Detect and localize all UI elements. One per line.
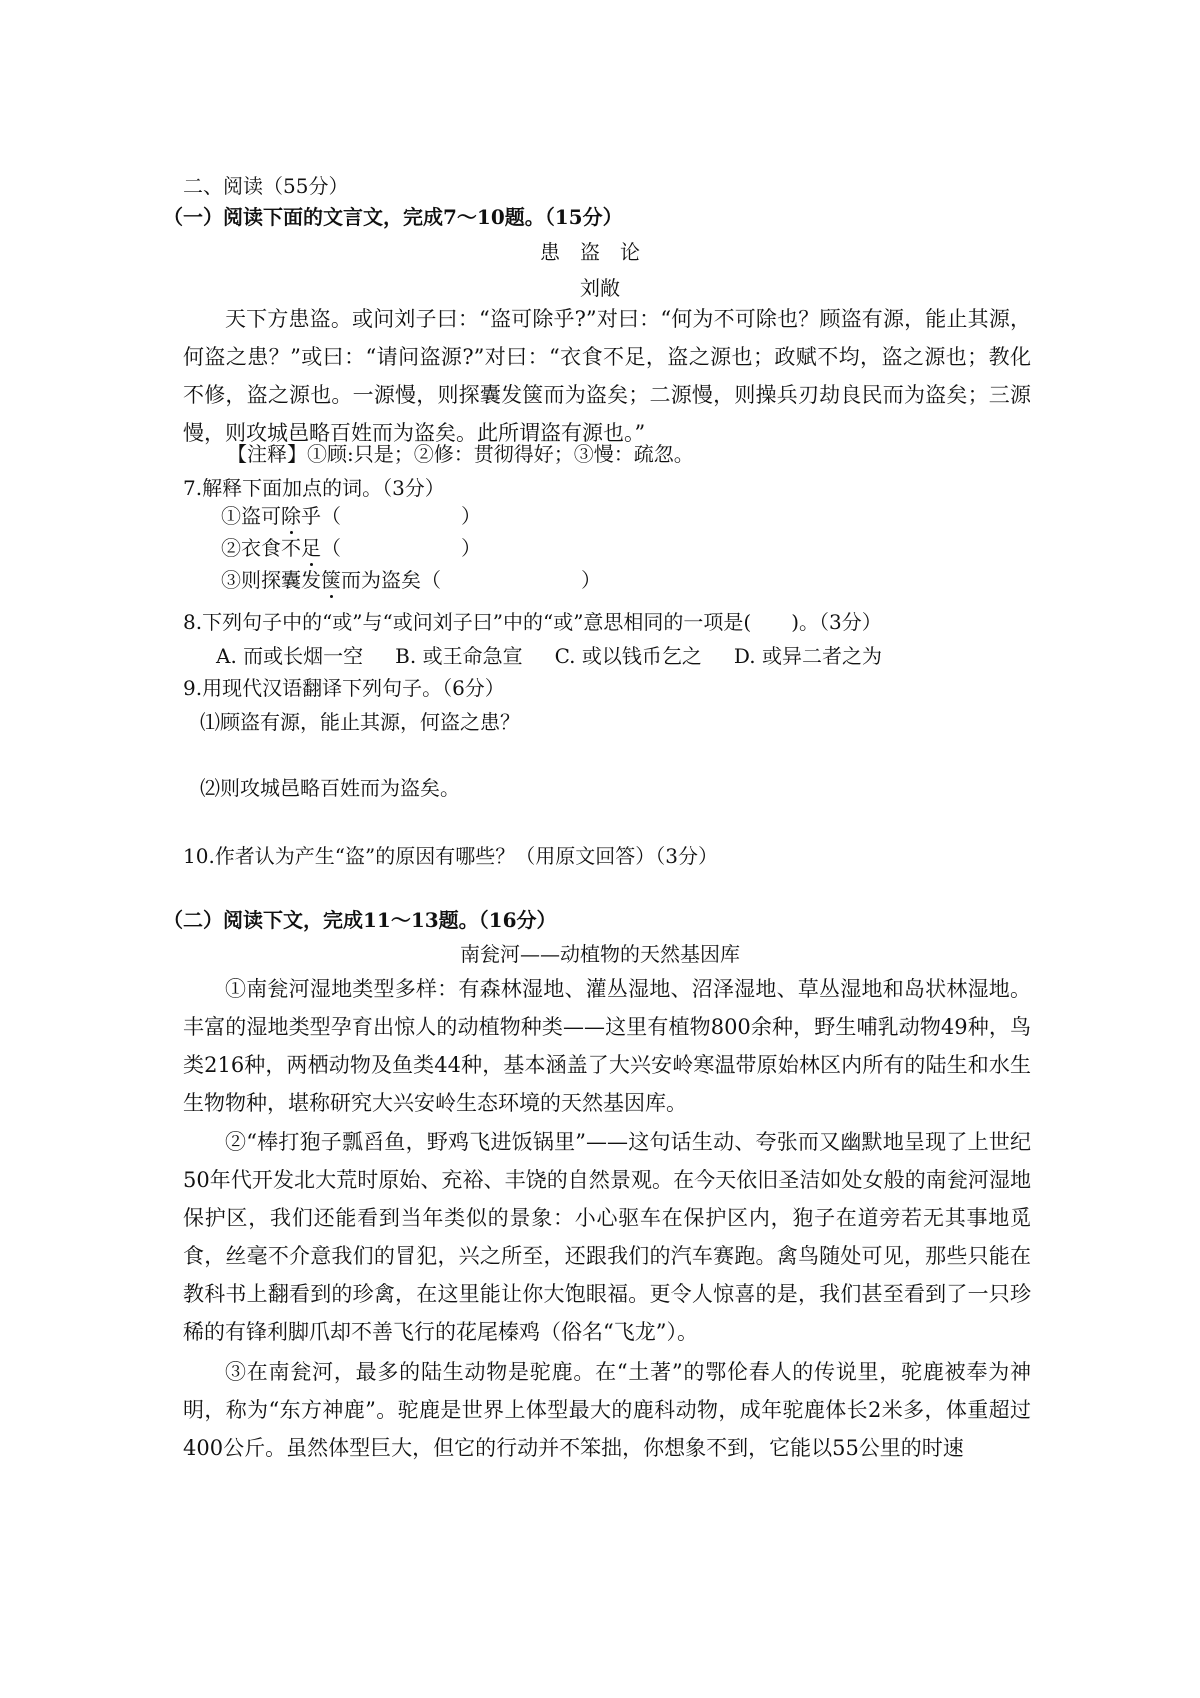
dotted-word: 箧 [321,568,341,592]
part1-note: 【注释】①顾:只是；②修：贯彻得好；③慢：疏忽。 [227,442,694,466]
section-heading: 二、阅读（55分） [183,174,349,198]
part1-passage: 天下方患盗。或问刘子曰：“盗可除乎?”对曰：“何为不可除也？顾盗有源，能止其源，何盗之患？”或曰：“请问盗源?”对曰：“衣食不足，盗之源也；政赋不均，盗之源也；教化不修，盗之源也。一源慢，则探囊发箧而为盗矣；二源慢，则操兵刃劫良民而为盗矣；三源慢，则攻城邑略百姓而为盗矣。此所谓盗有源也。” [183,307,1031,445]
q10-stem: 10.作者认为产生“盗”的原因有哪些？（用原文回答）（3分） [183,844,718,868]
q7-item-1: ①盗可除乎（ ） [221,504,481,528]
q8-option-d[interactable]: D. 或异二者之为 [733,644,882,668]
q8-option-c[interactable]: C. 或以钱币乞之 [554,644,702,668]
dotted-word: 足 [301,536,321,560]
part2-paragraph-2: ②“棒打狍子瓢舀鱼，野鸡飞进饭锅里”——这句话生动、夸张而又幽默地呈现了上世纪50年代开发北大荒时原始、充裕、丰饶的自然景观。在今天依旧圣洁如处女般的南瓮河湿地保护区，我们还能看到当年类似的景象：小心驱车在保护区内，狍子在道旁若无其事地觅食，丝毫不介意我们的冒犯，兴之所至，还跟我们的汽车赛跑。禽鸟随处可见，那些只能在教科书上翻看到的珍禽，在这里能让你大饱眼福。更令人惊喜的是，我们甚至看到了一只珍稀的有锋利脚爪却不善飞行的花尾榛鸡（俗名“飞龙”）。 [183,1130,1031,1344]
dotted-word: 除 [281,504,301,528]
part1-author: 刘敞 [580,276,620,300]
part1-title: 患盗论 [540,240,660,264]
q8-option-a[interactable]: A. 而或长烟一空 [216,644,364,668]
part2-paragraph-3: ③在南瓮河，最多的陆生动物是驼鹿。在“土著”的鄂伦春人的传说里，驼鹿被奉为神明，称为“东方神鹿”。驼鹿是世界上体型最大的鹿科动物，成年驼鹿体长2米多，体重超过400公斤。虽然体型巨大，但它的行动并不笨拙，你想象不到，它能以55公里的时速 [183,1360,1031,1460]
q9-item-1: ⑴顾盗有源，能止其源，何盗之患？ [200,710,520,734]
q7-item-2: ②衣食不足（ ） [221,536,481,560]
q8-stem: 8.下列句子中的“或”与“或问刘子曰”中的“或”意思相同的一项是( )。（3分） [183,610,882,634]
q7-stem: 7.解释下面加点的词。（3分） [183,476,445,500]
q9-item-2: ⑵则攻城邑略百姓而为盗矣。 [200,776,460,800]
part2-title: 南瓮河——动植物的天然基因库 [460,942,740,966]
q8-option-b[interactable]: B. 或王命急宣 [395,644,523,668]
part2-paragraph-1: ①南瓮河湿地类型多样：有森林湿地、灌丛湿地、沼泽湿地、草丛湿地和岛状林湿地。丰富的湿地类型孕育出惊人的动植物种类——这里有植物800余种，野生哺乳动物49种，鸟类216种，两栖动物及鱼类44种，基本涵盖了大兴安岭寒温带原始林区内所有的陆生和水生生物物种，堪称研究大兴安岭生态环境的天然基因库。 [183,977,1031,1115]
part2-heading: （二）阅读下文，完成11～13题。（16分） [163,908,557,932]
q7-item-3: ③则探囊发箧而为盗矣（ ） [221,568,601,592]
part1-heading: （一）阅读下面的文言文，完成7～10题。（15分） [163,205,623,229]
q8-options [216,642,882,670]
q9-stem: 9.用现代汉语翻译下列句子。（6分） [183,676,505,700]
